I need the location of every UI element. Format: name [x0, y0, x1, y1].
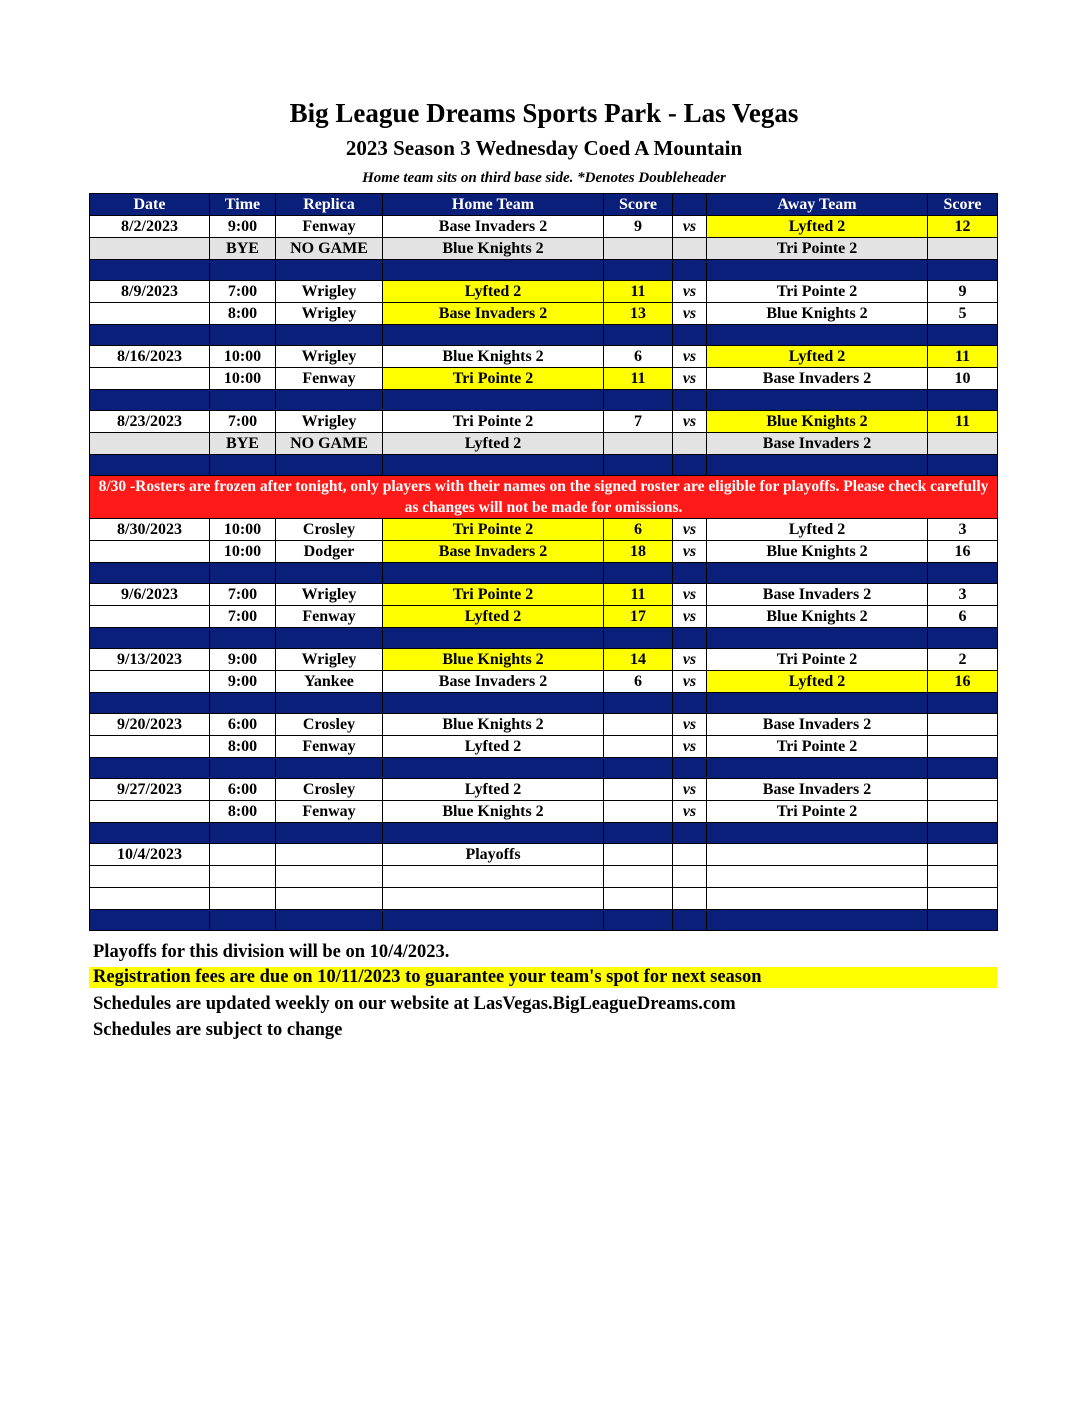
cell-date [90, 801, 210, 823]
cell-date: 10/4/2023 [90, 844, 210, 866]
cell-away-score: 3 [928, 584, 998, 606]
spacer-cell [383, 390, 604, 411]
spacer-cell [673, 563, 707, 584]
cell-vs: vs [673, 714, 707, 736]
spacer-cell [707, 628, 928, 649]
table-row [90, 844, 998, 866]
spacer-cell [707, 910, 928, 931]
cell-away-team: Blue Knights 2 [707, 541, 928, 563]
spacer-cell [90, 910, 210, 931]
col-header-away-score: Score [928, 194, 998, 216]
cell-away-team [707, 866, 928, 888]
cell-vs [673, 238, 707, 260]
spacer-cell [707, 260, 928, 281]
table-row [90, 714, 998, 736]
cell-time: 6:00 [210, 714, 276, 736]
spacer-cell [276, 455, 383, 476]
cell-home-score [604, 888, 673, 910]
cell-vs [673, 866, 707, 888]
footer-website-note: Schedules are updated weekly on our website at LasVegas.BigLeagueDreams.com [93, 994, 736, 1014]
cell-home-team: Base Invaders 2 [383, 303, 604, 325]
cell-home-score [604, 736, 673, 758]
cell-date [90, 368, 210, 390]
table-header-row [90, 194, 998, 216]
spacer-row [90, 455, 998, 476]
spacer-cell [928, 693, 998, 714]
cell-vs [673, 888, 707, 910]
spacer-cell [673, 758, 707, 779]
cell-date [90, 736, 210, 758]
cell-date: 9/6/2023 [90, 584, 210, 606]
cell-home-score [604, 714, 673, 736]
spacer-cell [707, 325, 928, 346]
spacer-cell [383, 325, 604, 346]
cell-home-team: Blue Knights 2 [383, 346, 604, 368]
spacer-cell [604, 563, 673, 584]
cell-home-score: 6 [604, 671, 673, 693]
cell-home-team: Tri Pointe 2 [383, 368, 604, 390]
col-header-home-team: Home Team [383, 194, 604, 216]
cell-away-score: 12 [928, 216, 998, 238]
cell-home-team: Blue Knights 2 [383, 714, 604, 736]
home-team-note: Home team sits on third base side. *Denotes Doubleheader [362, 170, 726, 186]
cell-vs [673, 844, 707, 866]
cell-replica: Wrigley [276, 584, 383, 606]
spacer-row [90, 390, 998, 411]
cell-time: BYE [210, 238, 276, 260]
cell-away-score [928, 779, 998, 801]
cell-away-score: 2 [928, 649, 998, 671]
cell-away-team: Tri Pointe 2 [707, 736, 928, 758]
cell-replica: Wrigley [276, 411, 383, 433]
page-title: Big League Dreams Sports Park - Las Vegas [289, 98, 799, 128]
spacer-cell [383, 758, 604, 779]
cell-replica [276, 888, 383, 910]
cell-away-team: Lyfted 2 [707, 519, 928, 541]
cell-date: 9/27/2023 [90, 779, 210, 801]
cell-date [90, 541, 210, 563]
spacer-cell [210, 758, 276, 779]
cell-date: 8/2/2023 [90, 216, 210, 238]
spacer-cell [604, 823, 673, 844]
cell-home-score: 11 [604, 368, 673, 390]
cell-time: 8:00 [210, 736, 276, 758]
cell-date: 8/9/2023 [90, 281, 210, 303]
spacer-cell [276, 758, 383, 779]
footer-registration-note: Registration fees are due on 10/11/2023 to guarantee your team's spot for next season [89, 967, 997, 988]
bye-row [90, 433, 998, 455]
spacer-cell [928, 325, 998, 346]
cell-date [90, 671, 210, 693]
cell-home-score: 6 [604, 346, 673, 368]
cell-vs: vs [673, 303, 707, 325]
cell-home-score: 14 [604, 649, 673, 671]
cell-vs: vs [673, 649, 707, 671]
cell-home-team: Lyfted 2 [383, 433, 604, 455]
col-header-home-score: Score [604, 194, 673, 216]
spacer-cell [90, 325, 210, 346]
cell-date: 8/16/2023 [90, 346, 210, 368]
spacer-cell [604, 758, 673, 779]
spacer-cell [707, 758, 928, 779]
table-row [90, 411, 998, 433]
cell-time: 6:00 [210, 779, 276, 801]
cell-time: 10:00 [210, 346, 276, 368]
cell-away-score [928, 433, 998, 455]
cell-vs: vs [673, 346, 707, 368]
spacer-cell [673, 455, 707, 476]
spacer-cell [604, 390, 673, 411]
spacer-cell [673, 260, 707, 281]
spacer-cell [90, 823, 210, 844]
spacer-cell [210, 563, 276, 584]
cell-home-score [604, 433, 673, 455]
cell-away-score: 16 [928, 541, 998, 563]
cell-vs: vs [673, 606, 707, 628]
cell-away-team: Tri Pointe 2 [707, 281, 928, 303]
cell-date [90, 888, 210, 910]
table-row [90, 541, 998, 563]
spacer-row [90, 758, 998, 779]
col-header-time: Time [210, 194, 276, 216]
spacer-cell [604, 628, 673, 649]
schedule-table [89, 193, 998, 931]
cell-home-team [383, 866, 604, 888]
cell-away-team: Lyfted 2 [707, 346, 928, 368]
footer-playoffs-note: Playoffs for this division will be on 10/4/2023. [93, 942, 450, 962]
spacer-cell [90, 693, 210, 714]
bye-row [90, 238, 998, 260]
cell-vs: vs [673, 281, 707, 303]
roster-alert-row [90, 476, 998, 519]
spacer-cell [707, 455, 928, 476]
cell-away-team: Base Invaders 2 [707, 584, 928, 606]
cell-home-team: Tri Pointe 2 [383, 584, 604, 606]
roster-alert-text: 8/30 -Rosters are frozen after tonight, only players with their names on the signed roster are eligible for playoffs. Please check carefully as changes will not be made for omissions. [90, 476, 998, 519]
table-row [90, 368, 998, 390]
cell-date: 9/13/2023 [90, 649, 210, 671]
cell-home-team: Lyfted 2 [383, 779, 604, 801]
cell-vs: vs [673, 671, 707, 693]
cell-home-score: 7 [604, 411, 673, 433]
cell-vs: vs [673, 541, 707, 563]
cell-time [210, 888, 276, 910]
spacer-cell [276, 628, 383, 649]
cell-home-team [383, 888, 604, 910]
spacer-cell [210, 260, 276, 281]
cell-replica: Dodger [276, 541, 383, 563]
spacer-cell [90, 758, 210, 779]
spacer-cell [276, 260, 383, 281]
cell-time: 10:00 [210, 519, 276, 541]
cell-away-score [928, 866, 998, 888]
cell-time: 9:00 [210, 216, 276, 238]
schedule-body [90, 216, 998, 931]
cell-away-score [928, 888, 998, 910]
cell-time [210, 844, 276, 866]
spacer-cell [383, 628, 604, 649]
spacer-cell [928, 910, 998, 931]
table-row [90, 649, 998, 671]
spacer-cell [604, 693, 673, 714]
cell-time: 7:00 [210, 411, 276, 433]
spacer-cell [383, 823, 604, 844]
cell-vs: vs [673, 519, 707, 541]
spacer-cell [90, 260, 210, 281]
table-row [90, 584, 998, 606]
cell-home-score: 13 [604, 303, 673, 325]
cell-date: 8/30/2023 [90, 519, 210, 541]
cell-time: 8:00 [210, 801, 276, 823]
cell-date [90, 866, 210, 888]
cell-date [90, 606, 210, 628]
cell-date [90, 303, 210, 325]
spacer-cell [383, 455, 604, 476]
spacer-cell [928, 628, 998, 649]
cell-away-score [928, 714, 998, 736]
cell-home-score: 9 [604, 216, 673, 238]
cell-away-score: 11 [928, 411, 998, 433]
cell-home-team: Base Invaders 2 [383, 541, 604, 563]
cell-vs [673, 433, 707, 455]
cell-away-team: Tri Pointe 2 [707, 238, 928, 260]
cell-date [90, 238, 210, 260]
spacer-cell [673, 693, 707, 714]
spacer-cell [673, 325, 707, 346]
cell-time: 10:00 [210, 541, 276, 563]
cell-vs: vs [673, 411, 707, 433]
cell-vs: vs [673, 801, 707, 823]
spacer-cell [210, 823, 276, 844]
cell-home-team: Lyfted 2 [383, 281, 604, 303]
cell-replica: Wrigley [276, 346, 383, 368]
spacer-cell [604, 325, 673, 346]
spacer-cell [673, 910, 707, 931]
spacer-cell [928, 563, 998, 584]
spacer-cell [383, 563, 604, 584]
cell-away-team: Base Invaders 2 [707, 779, 928, 801]
cell-away-team: Base Invaders 2 [707, 368, 928, 390]
spacer-cell [928, 390, 998, 411]
cell-away-team [707, 888, 928, 910]
table-row [90, 801, 998, 823]
spacer-cell [276, 325, 383, 346]
spacer-row [90, 823, 998, 844]
cell-away-score: 10 [928, 368, 998, 390]
cell-home-score [604, 779, 673, 801]
cell-away-score: 9 [928, 281, 998, 303]
cell-home-score: 11 [604, 584, 673, 606]
cell-home-score: 11 [604, 281, 673, 303]
cell-away-score: 16 [928, 671, 998, 693]
cell-away-team: Lyfted 2 [707, 216, 928, 238]
cell-away-team: Blue Knights 2 [707, 606, 928, 628]
cell-away-team: Blue Knights 2 [707, 411, 928, 433]
spacer-cell [673, 823, 707, 844]
cell-time: 7:00 [210, 606, 276, 628]
spacer-cell [383, 260, 604, 281]
cell-vs: vs [673, 779, 707, 801]
cell-away-team: Tri Pointe 2 [707, 801, 928, 823]
spacer-row [90, 693, 998, 714]
cell-replica: Wrigley [276, 281, 383, 303]
cell-replica [276, 866, 383, 888]
cell-replica: Wrigley [276, 649, 383, 671]
cell-away-score [928, 736, 998, 758]
table-row [90, 346, 998, 368]
spacer-cell [707, 823, 928, 844]
spacer-cell [210, 390, 276, 411]
spacer-cell [276, 563, 383, 584]
cell-home-team: Blue Knights 2 [383, 238, 604, 260]
spacer-cell [604, 260, 673, 281]
spacer-cell [383, 693, 604, 714]
cell-time: 9:00 [210, 649, 276, 671]
cell-replica: Fenway [276, 606, 383, 628]
cell-home-team: Base Invaders 2 [383, 216, 604, 238]
cell-time: 10:00 [210, 368, 276, 390]
table-row [90, 736, 998, 758]
spacer-row [90, 325, 998, 346]
spacer-cell [210, 693, 276, 714]
spacer-cell [928, 260, 998, 281]
cell-home-team: Playoffs [383, 844, 604, 866]
cell-replica: Fenway [276, 801, 383, 823]
cell-vs: vs [673, 584, 707, 606]
cell-time: 9:00 [210, 671, 276, 693]
cell-home-score: 17 [604, 606, 673, 628]
col-header-vs [673, 194, 707, 216]
table-row [90, 888, 998, 910]
spacer-cell [707, 693, 928, 714]
spacer-cell [210, 910, 276, 931]
cell-home-score [604, 844, 673, 866]
page-subtitle: 2023 Season 3 Wednesday Coed A Mountain [345, 136, 743, 160]
cell-away-team: Base Invaders 2 [707, 714, 928, 736]
spacer-cell [90, 455, 210, 476]
cell-home-score: 6 [604, 519, 673, 541]
spacer-cell [673, 390, 707, 411]
cell-vs: vs [673, 368, 707, 390]
cell-away-team: Lyfted 2 [707, 671, 928, 693]
cell-away-score: 11 [928, 346, 998, 368]
cell-time: 8:00 [210, 303, 276, 325]
footer-change-note: Schedules are subject to change [93, 1020, 343, 1040]
cell-time: 7:00 [210, 584, 276, 606]
cell-replica: Fenway [276, 736, 383, 758]
cell-vs: vs [673, 216, 707, 238]
cell-date: 8/23/2023 [90, 411, 210, 433]
spacer-cell [276, 390, 383, 411]
spacer-cell [604, 910, 673, 931]
spacer-cell [90, 390, 210, 411]
cell-away-team: Base Invaders 2 [707, 433, 928, 455]
cell-replica: Crosley [276, 519, 383, 541]
cell-home-team: Lyfted 2 [383, 736, 604, 758]
cell-home-team: Blue Knights 2 [383, 649, 604, 671]
cell-date: 9/20/2023 [90, 714, 210, 736]
spacer-cell [707, 563, 928, 584]
table-row [90, 606, 998, 628]
cell-replica: NO GAME [276, 433, 383, 455]
col-header-away-team: Away Team [707, 194, 928, 216]
spacer-cell [928, 455, 998, 476]
spacer-row [90, 910, 998, 931]
spacer-cell [673, 628, 707, 649]
cell-away-score: 6 [928, 606, 998, 628]
cell-home-score [604, 866, 673, 888]
cell-replica: Fenway [276, 368, 383, 390]
cell-replica: Wrigley [276, 303, 383, 325]
cell-time: 7:00 [210, 281, 276, 303]
cell-away-score [928, 801, 998, 823]
col-header-replica: Replica [276, 194, 383, 216]
cell-away-score: 5 [928, 303, 998, 325]
spacer-row [90, 628, 998, 649]
cell-time: BYE [210, 433, 276, 455]
cell-replica: Crosley [276, 779, 383, 801]
spacer-cell [383, 910, 604, 931]
spacer-cell [276, 823, 383, 844]
cell-away-team [707, 844, 928, 866]
spacer-cell [928, 758, 998, 779]
spacer-cell [276, 910, 383, 931]
table-row [90, 281, 998, 303]
table-row [90, 216, 998, 238]
cell-home-team: Base Invaders 2 [383, 671, 604, 693]
cell-date [90, 433, 210, 455]
cell-home-score: 18 [604, 541, 673, 563]
spacer-row [90, 260, 998, 281]
cell-away-score [928, 844, 998, 866]
cell-replica: NO GAME [276, 238, 383, 260]
cell-away-score [928, 238, 998, 260]
cell-replica: Yankee [276, 671, 383, 693]
cell-replica: Fenway [276, 216, 383, 238]
cell-home-score [604, 238, 673, 260]
spacer-cell [90, 563, 210, 584]
col-header-date: Date [90, 194, 210, 216]
cell-replica [276, 844, 383, 866]
table-row [90, 779, 998, 801]
cell-time [210, 866, 276, 888]
spacer-cell [210, 628, 276, 649]
table-row [90, 519, 998, 541]
cell-away-team: Blue Knights 2 [707, 303, 928, 325]
spacer-cell [604, 455, 673, 476]
spacer-cell [928, 823, 998, 844]
cell-home-team: Tri Pointe 2 [383, 411, 604, 433]
spacer-cell [276, 693, 383, 714]
spacer-cell [707, 390, 928, 411]
cell-replica: Crosley [276, 714, 383, 736]
spacer-cell [90, 628, 210, 649]
spacer-cell [210, 455, 276, 476]
cell-away-score: 3 [928, 519, 998, 541]
table-row [90, 671, 998, 693]
table-row [90, 303, 998, 325]
cell-home-team: Blue Knights 2 [383, 801, 604, 823]
cell-vs: vs [673, 736, 707, 758]
table-row [90, 866, 998, 888]
cell-home-team: Tri Pointe 2 [383, 519, 604, 541]
spacer-cell [210, 325, 276, 346]
spacer-row [90, 563, 998, 584]
cell-home-team: Lyfted 2 [383, 606, 604, 628]
cell-away-team: Tri Pointe 2 [707, 649, 928, 671]
cell-home-score [604, 801, 673, 823]
